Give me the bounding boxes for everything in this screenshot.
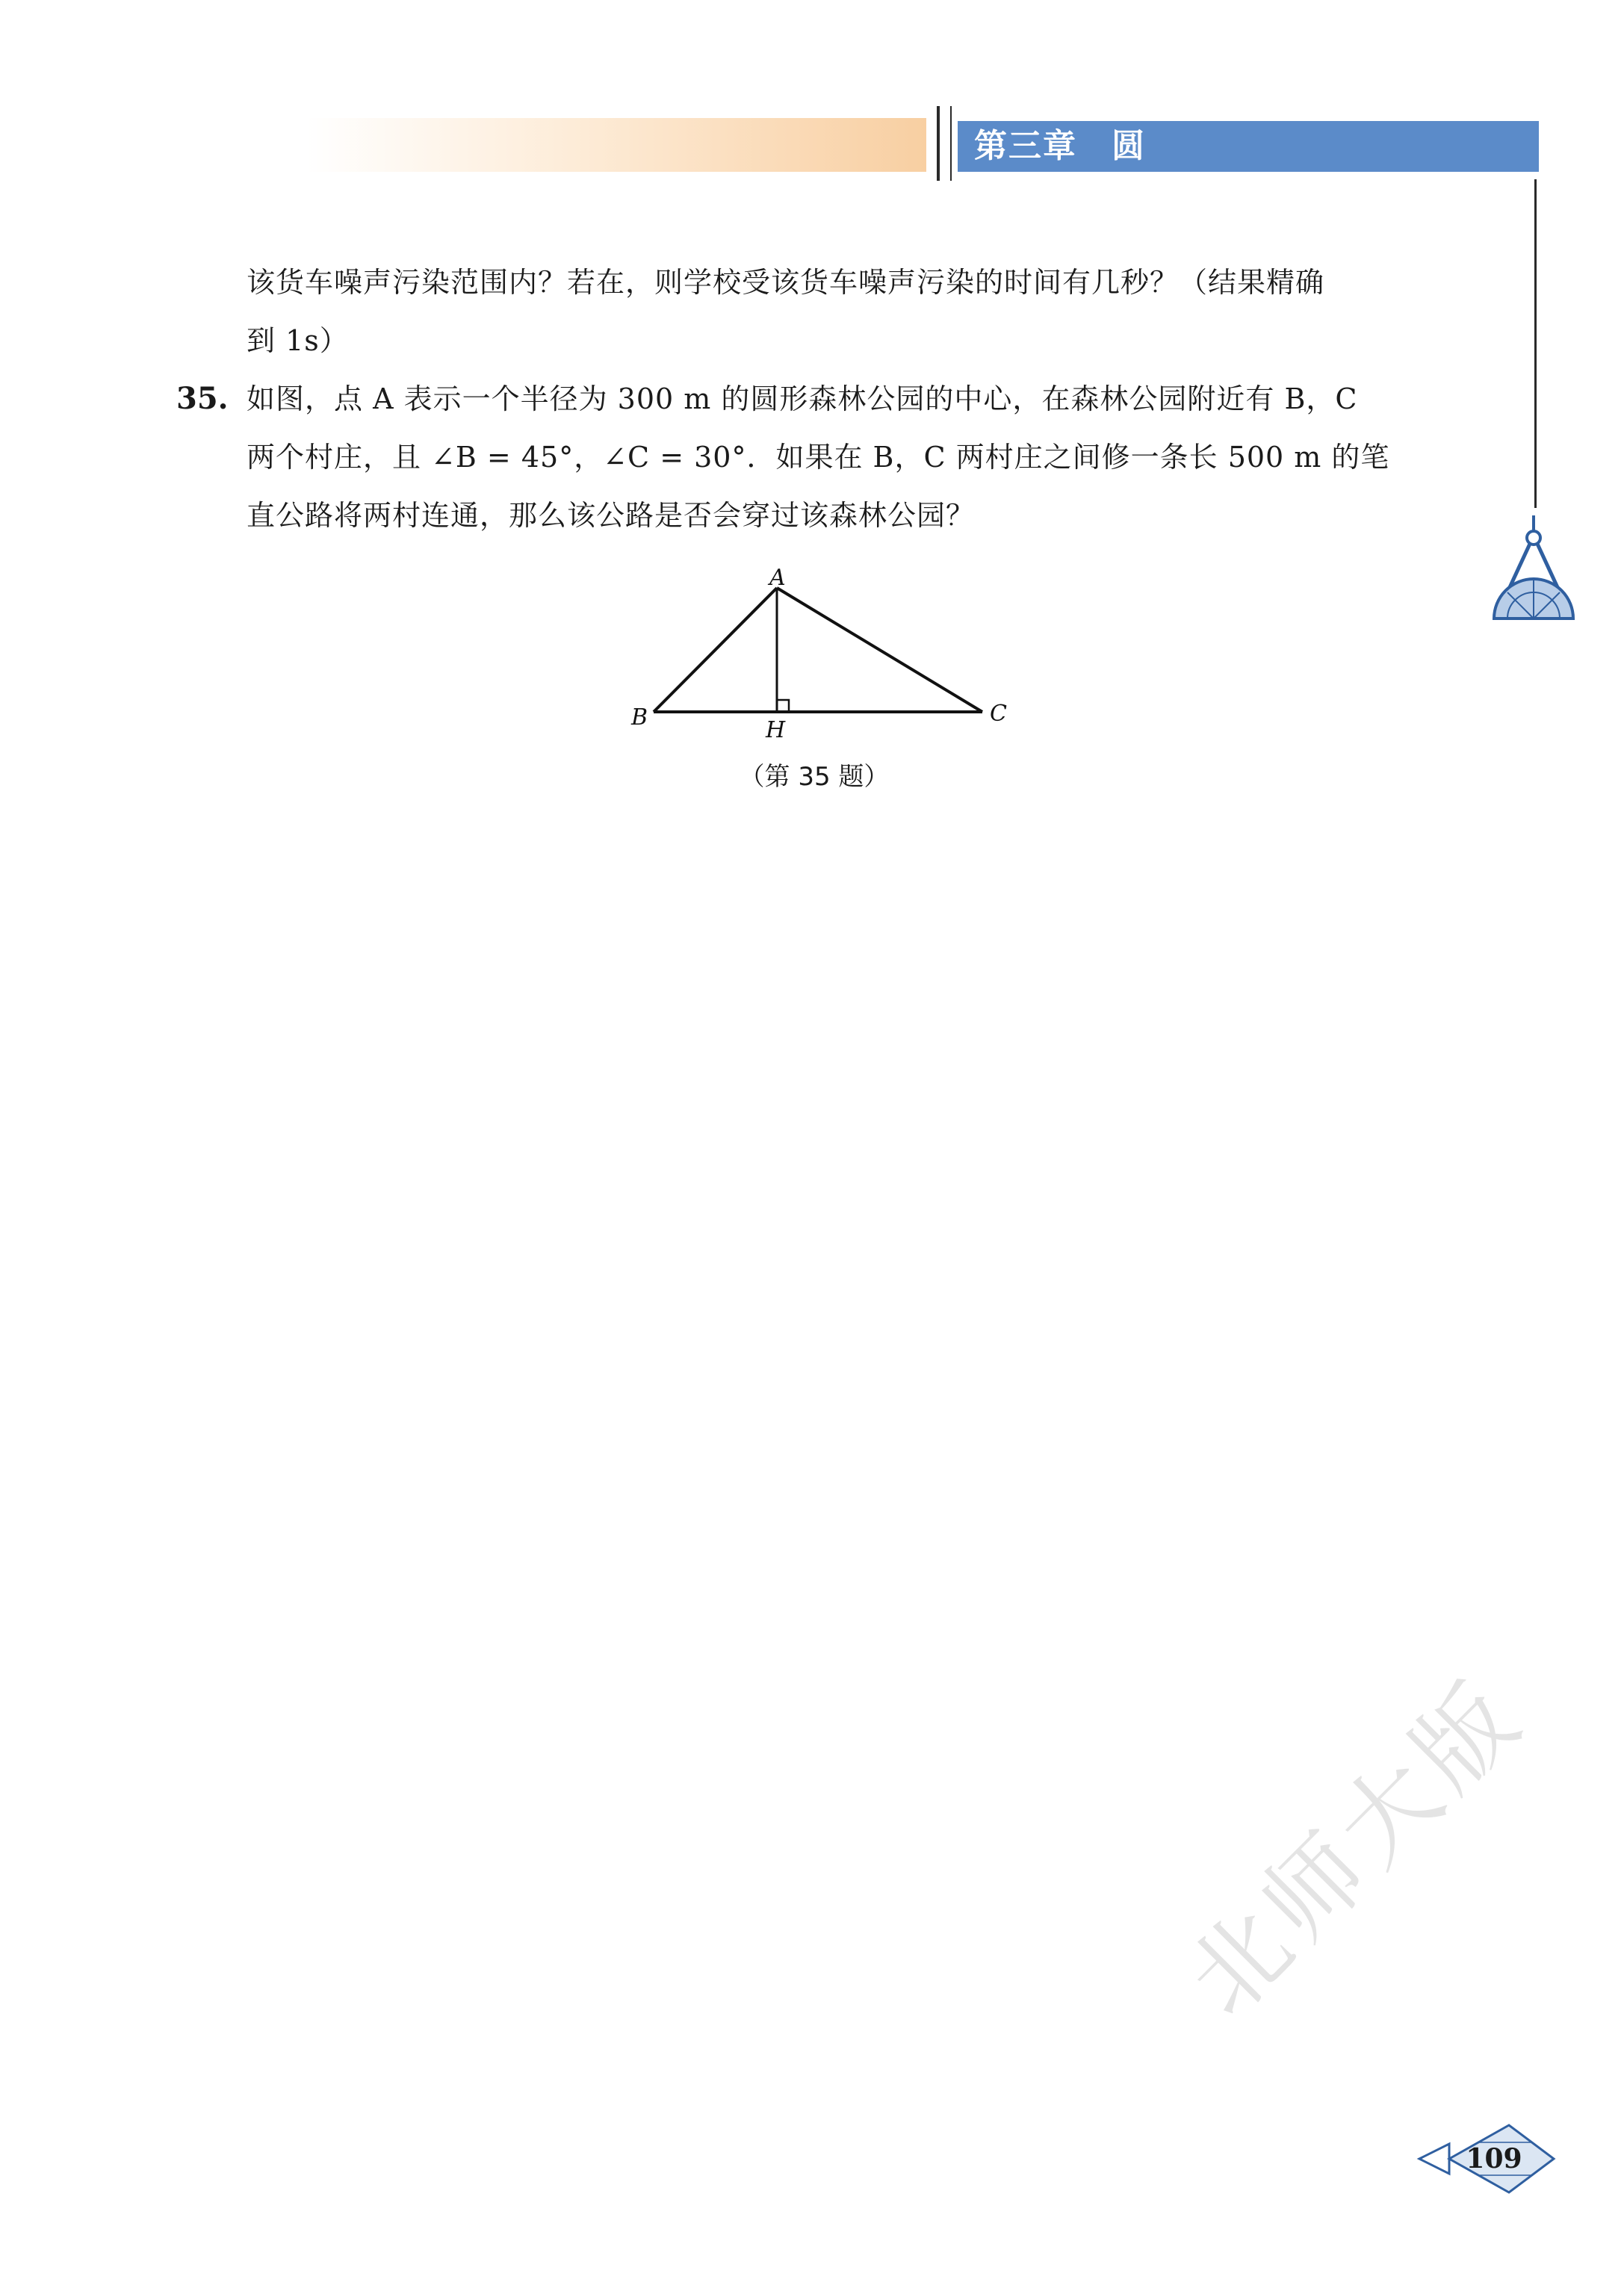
compass-icon: [1485, 515, 1582, 627]
right-angle-mark: [777, 700, 789, 712]
question-line-1: 如图，点 A 表示一个半径为 300 m 的圆形森林公园的中心，在森林公园附近有 B，C: [247, 382, 1358, 415]
label-a: A: [769, 565, 786, 591]
label-h: H: [766, 717, 786, 743]
figure-caption: （第 35 题）: [739, 762, 890, 792]
chapter-title: 第三章 圆: [958, 121, 1539, 172]
header-decoration: [306, 118, 926, 172]
header-divider-thin: [950, 106, 952, 181]
side-ac: [777, 588, 982, 712]
continuation-line-2: 到 1s）: [247, 324, 349, 357]
label-b: B: [631, 704, 648, 731]
watermark: 北师大版: [1165, 1657, 1546, 2038]
label-c: C: [990, 701, 1007, 727]
continuation-line-1: 该货车噪声污染范围内？若在，则学校受该货车噪声污染的时间有几秒？（结果精确: [247, 266, 1325, 299]
side-ab: [654, 588, 777, 712]
side-rule: [1534, 179, 1537, 508]
question-number: 35.: [176, 381, 229, 416]
question-line-3: 直公路将两村连通，那么该公路是否会穿过该森林公园？: [247, 499, 976, 532]
triangle-figure: [620, 564, 1023, 766]
page-number: 109: [1466, 2143, 1522, 2174]
question-line-2: 两个村庄，且 ∠B = 45°，∠C = 30°．如果在 B，C 两村庄之间修一条长 500 m 的笔: [247, 441, 1390, 474]
header-divider: [937, 106, 940, 181]
